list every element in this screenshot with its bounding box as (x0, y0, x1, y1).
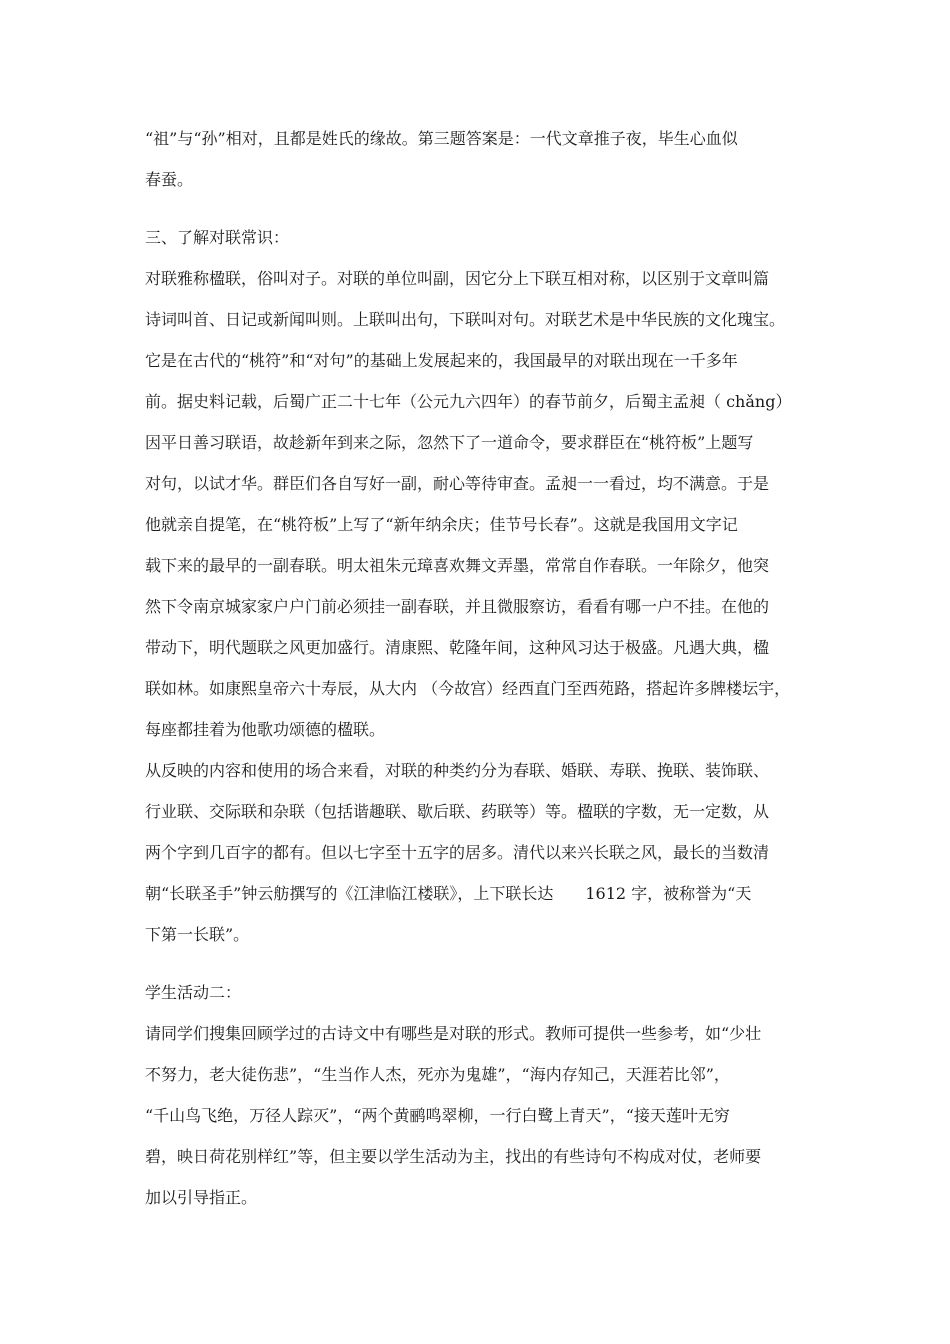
text-line: 载下来的最早的一副春联。明太祖朱元璋喜欢舞文弄墨，常常自作春联。一年除夕，他突 (145, 556, 770, 575)
section-heading: 学生活动二： (145, 983, 242, 1002)
text-line: 他就亲自提笔，在“桃符板”上写了“新年纳余庆；佳节号长春”。这就是我国用文字记 (145, 515, 738, 534)
text-line: 联如林。如康熙皇帝六十寿辰，从大内 （今故宫）经西直门至西苑路，搭起许多牌楼坛宇， (145, 679, 791, 698)
text-line: “千山鸟飞绝，万径人踪灭”，“两个黄鹂鸣翠柳，一行白鹭上青天”，“接天莲叶无穷 (145, 1106, 730, 1125)
text-line: 春蚕。 (145, 170, 194, 189)
text-line: 两个字到几百字的都有。但以七字至十五字的居多。清代以来兴长联之风，最长的当数清 (145, 843, 770, 862)
text-line: 对联雅称楹联，俗叫对子。对联的单位叫副，因它分上下联互相对称，以区别于文章叫篇 (145, 269, 770, 288)
text-line: 诗词叫首、日记或新闻叫则。上联叫出句，下联叫对句。对联艺术是中华民族的文化瑰宝。 (145, 310, 786, 329)
section-heading: 三、了解对联常识： (145, 228, 290, 247)
text-line: 带动下，明代题联之风更加盛行。清康熙、乾隆年间，这种风习达于极盛。凡遇大典，楹 (145, 638, 770, 657)
document-page (145, 118, 817, 1218)
text-line: 对句，以试才华。群臣们各自写好一副，耐心等待审查。孟昶一一看过，均不满意。于是 (145, 474, 770, 493)
text-line: 碧，映日荷花别样红”等，但主要以学生活动为主，找出的有些诗句不构成对仗，老师要 (145, 1147, 762, 1166)
text-line: 从反映的内容和使用的场合来看，对联的种类约分为春联、婚联、寿联、挽联、装饰联、 (145, 761, 770, 780)
text-line: 行业联、交际联和杂联（包括谐趣联、歇后联、药联等）等。楹联的字数，无一定数，从 (145, 802, 770, 821)
text-line: 朝“长联圣手”钟云舫撰写的《江津临江楼联》，上下联长达 1612 字，被称誉为“天 (145, 884, 752, 903)
text-line: 前。据史料记载，后蜀广正二十七年（公元九六四年）的春节前夕，后蜀主孟昶（ chǎng） (145, 392, 792, 411)
text-line: 它是在古代的“桃符”和“对句”的基础上发展起来的，我国最早的对联出现在一千多年 (145, 351, 738, 370)
text-line: 下第一长联”。 (145, 925, 250, 944)
text-line: 请同学们搜集回顾学过的古诗文中有哪些是对联的形式。教师可提供一些参考，如“少壮 (145, 1024, 762, 1043)
text-line: 然下令南京城家家户户门前必须挂一副春联，并且微服察访，看看有哪一户不挂。在他的 (145, 597, 770, 616)
paragraph-gap (145, 200, 817, 217)
text-line: “祖”与“孙”相对，且都是姓氏的缘故。第三题答案是：一代文章推子夜，毕生心血似 (145, 129, 738, 148)
text-line: 每座都挂着为他歌功颂德的楹联。 (145, 720, 386, 739)
text-line: 加以引导指正。 (145, 1188, 258, 1207)
paragraph-gap (145, 955, 817, 972)
text-line: 因平日善习联语，故趁新年到来之际，忽然下了一道命令，要求群臣在“桃符板”上题写 (145, 433, 754, 452)
text-line: 不努力，老大徒伤悲”，“生当作人杰，死亦为鬼雄”，“海内存知己，天涯若比邻”， (145, 1065, 730, 1084)
